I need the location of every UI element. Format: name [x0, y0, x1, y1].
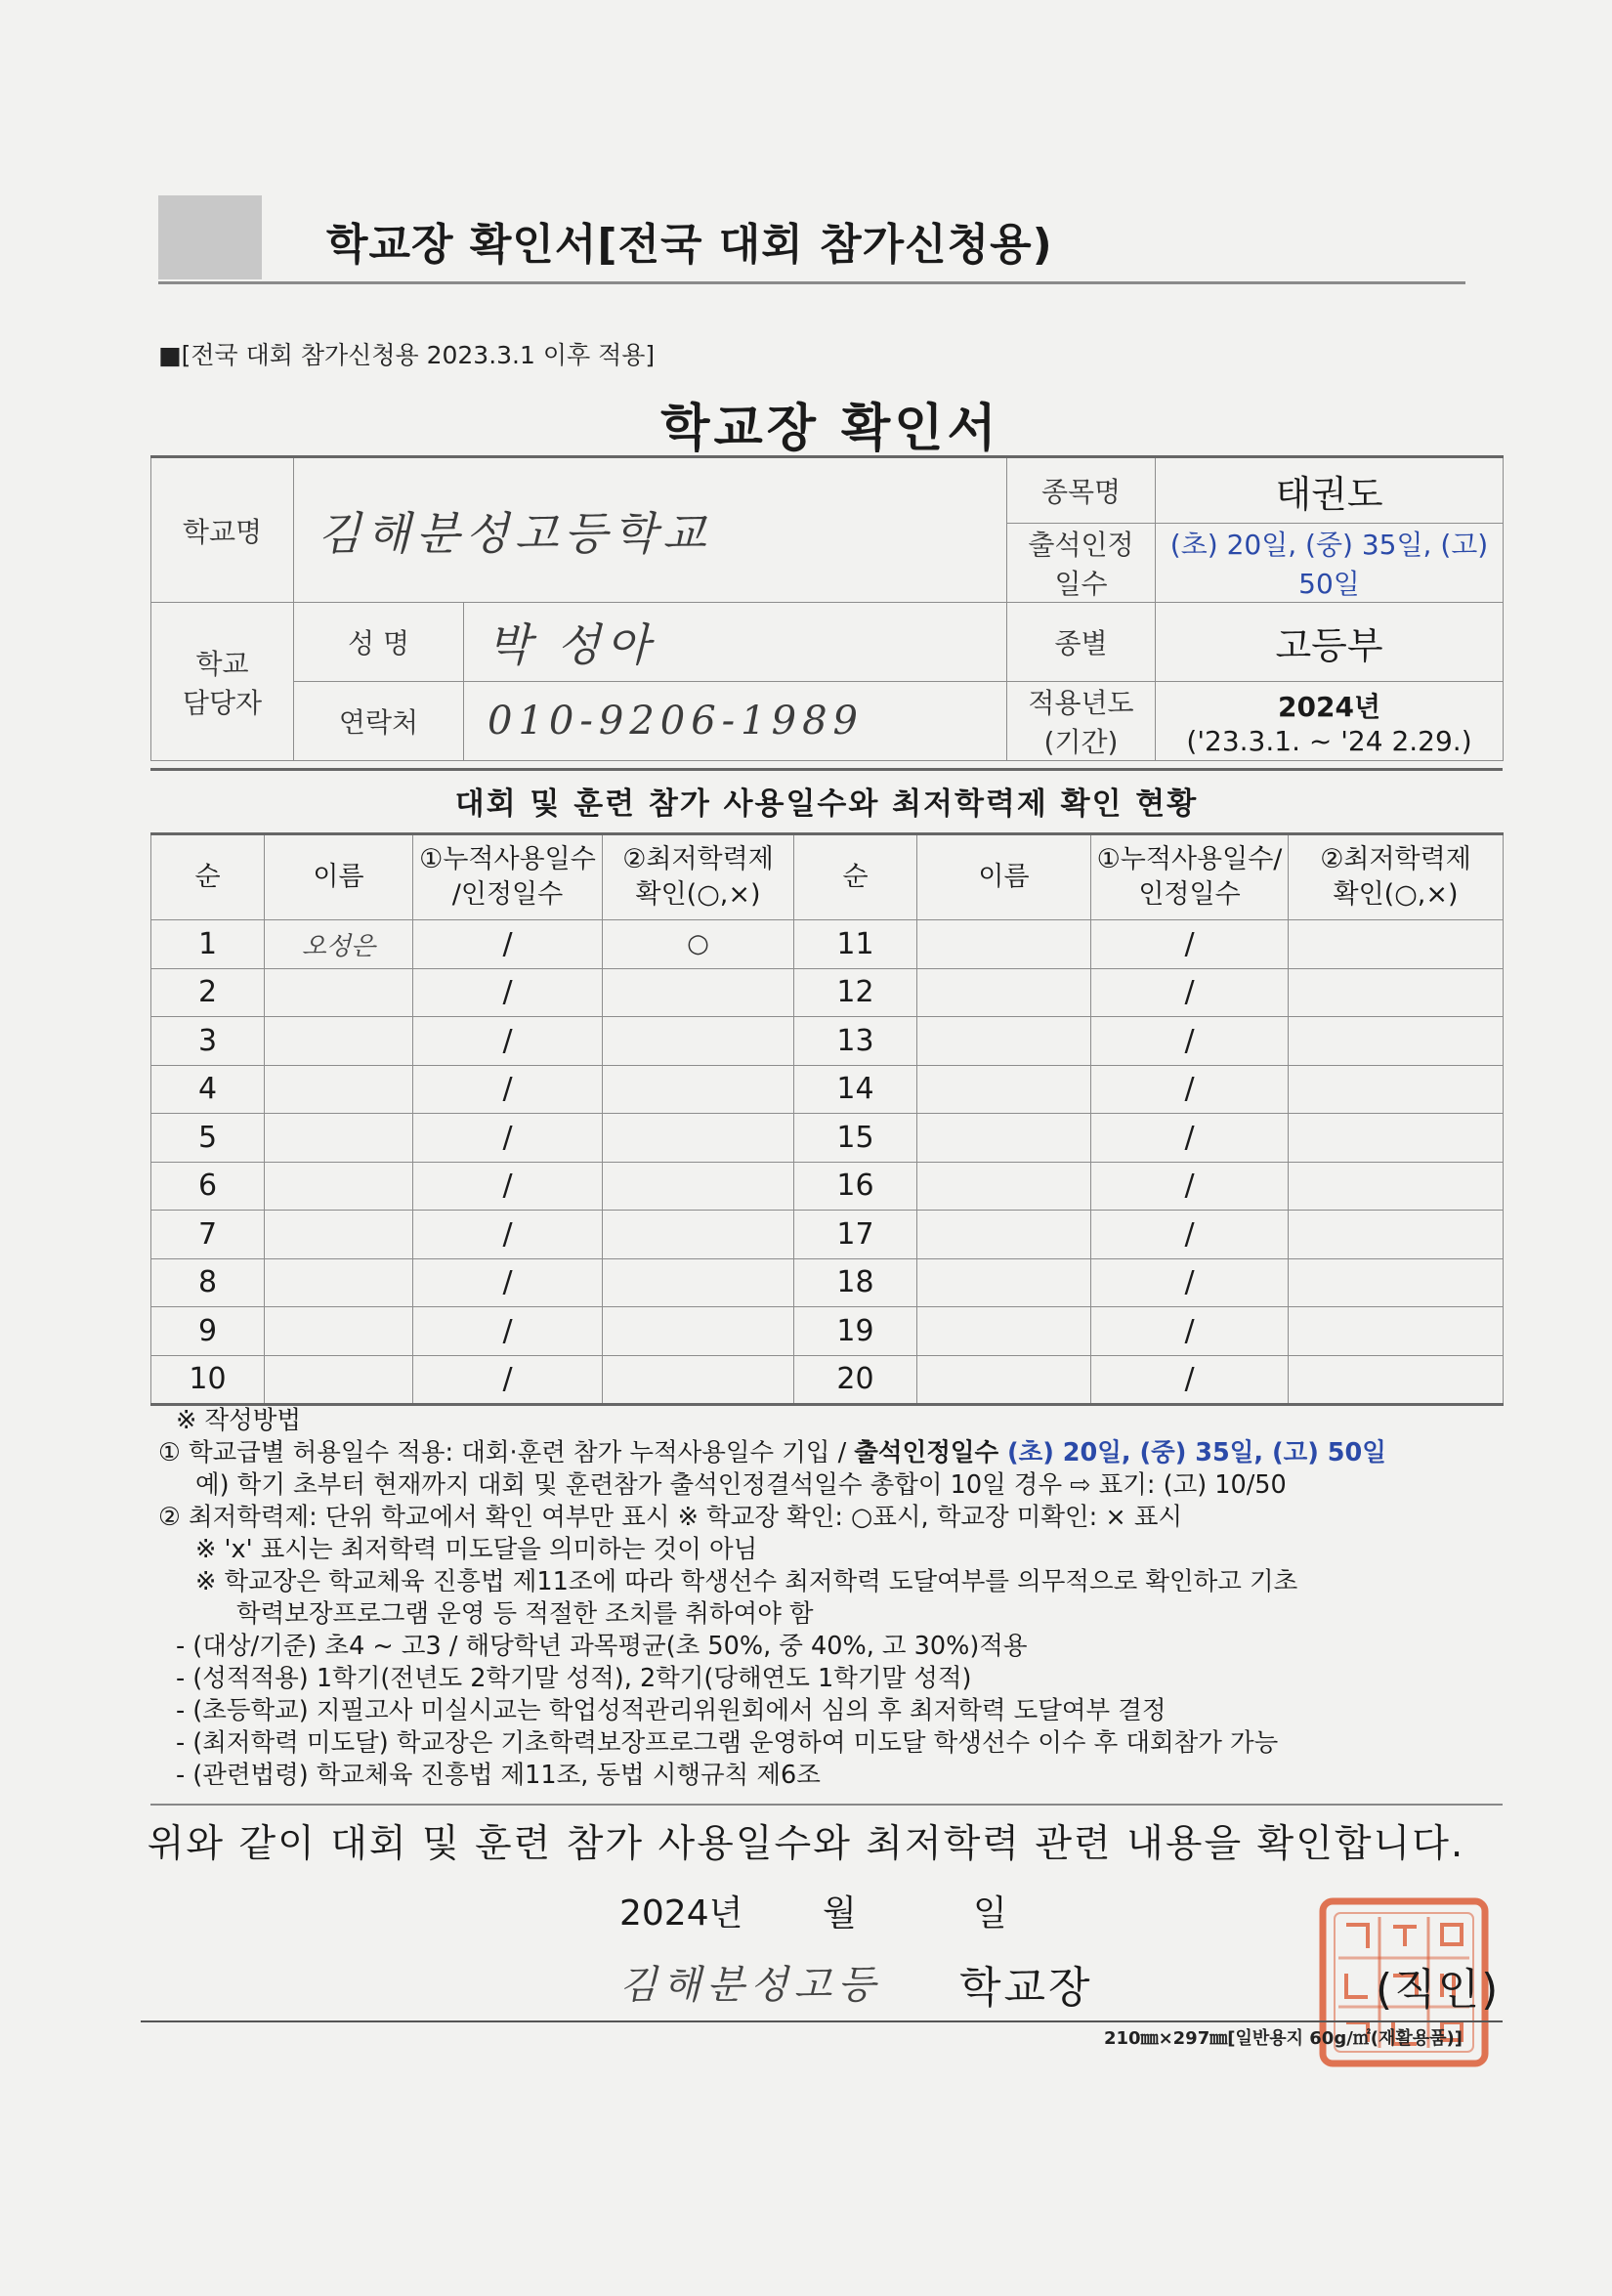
row-number: 9: [151, 1307, 265, 1356]
header-check-line2: 확인(○,×): [635, 879, 761, 910]
info-table: [150, 455, 1504, 761]
row-number: 14: [794, 1065, 917, 1114]
header-days-line2: /인정일수: [451, 879, 564, 910]
date-year: 2024년: [619, 1893, 743, 1934]
event-value: 태권도: [1156, 457, 1504, 524]
instruction-line-9: - (초등학교) 지필고사 미실시교는 학업성적관리위원회에서 심의 후 최저학력 도달여부 결정: [176, 1696, 1167, 1725]
section-title: 대회 및 훈련 참가 사용일수와 최저학력제 확인 현황: [150, 768, 1503, 823]
student-name: [265, 1162, 413, 1211]
instruction-line-11: - (관련법령) 학교체육 진흥법 제11조, 동법 시행규칙 제6조: [176, 1761, 821, 1790]
check-cell: [603, 1307, 794, 1356]
row-number: 19: [794, 1307, 917, 1356]
year-value-line1: 2024년: [1278, 690, 1380, 723]
instruction-line-10: - (최저학력 미도달) 학교장은 기초학력보장프로그램 운영하여 미도달 학생선수 이수 후 대회참가 가능: [176, 1728, 1279, 1758]
header-days-right: [1091, 834, 1289, 920]
check-cell: [1289, 920, 1504, 969]
check-cell: [1289, 1065, 1504, 1114]
days-cell: /: [1091, 1355, 1289, 1405]
attendance-value: (초) 20일, (중) 35일, (고) 50일: [1156, 524, 1504, 603]
row-number: 13: [794, 1017, 917, 1066]
student-name: [265, 968, 413, 1017]
days-cell: /: [413, 920, 603, 969]
check-cell: [603, 1017, 794, 1066]
document-title: 학교장 확인서: [660, 400, 1000, 458]
check-cell: [1289, 1162, 1504, 1211]
date-month: 월: [823, 1893, 857, 1934]
contact-value: 010-9206-1989: [464, 682, 1007, 761]
table-row: [151, 1065, 1504, 1114]
row-number: 15: [794, 1114, 917, 1163]
check-cell: [603, 1355, 794, 1405]
instruction-line-1b: 출석인정일수: [854, 1438, 999, 1467]
table-row: [151, 1162, 1504, 1211]
row-number: 16: [794, 1162, 917, 1211]
check-cell: ○: [603, 920, 794, 969]
header-check-line1: ②최저학력제: [622, 843, 774, 874]
row-number: 2: [151, 968, 265, 1017]
header-no: 순: [151, 834, 265, 920]
table-row: [151, 1211, 1504, 1259]
student-name: [265, 1065, 413, 1114]
student-name: [917, 1162, 1091, 1211]
check-cell: [603, 1114, 794, 1163]
contact-label: 연락처: [294, 682, 464, 761]
row-number: 17: [794, 1211, 917, 1259]
date-day: 일: [973, 1893, 1007, 1934]
instruction-line-2: 예) 학기 초부터 현재까지 대회 및 훈련참가 출석인정결석일수 총합이 10일 경우 ⇨ 표기: (고) 10/50: [195, 1470, 1287, 1500]
student-name: [265, 1307, 413, 1356]
row-number: 5: [151, 1114, 265, 1163]
principal-label: 학교장: [959, 1963, 1093, 2013]
school-value: 김해분성고등학교: [294, 457, 1007, 603]
header-days: [413, 834, 603, 920]
instruction-line-5: ※ 학교장은 학교체육 진흥법 제11조에 따라 학생선수 최저학력 도달여부를 의무적으로 확인하고 기초: [195, 1567, 1298, 1596]
confirmation-text: 위와 같이 대회 및 훈련 참가 사용일수와 최저학력 관련 내용을 확인합니다.: [147, 1822, 1465, 1866]
attendance-label-line1: 출석인정: [1028, 529, 1134, 561]
days-cell: /: [1091, 1307, 1289, 1356]
check-cell: [1289, 968, 1504, 1017]
name-label: 성 명: [294, 603, 464, 682]
paper-spec: 210㎜×297㎜[일반용지 60g/㎡(재활용품)]: [1104, 2028, 1464, 2049]
check-cell: [1289, 1114, 1504, 1163]
instructions: [158, 1405, 1506, 1792]
instruction-line-4: ※ 'x' 표시는 최저학력 미도달을 의미하는 것이 아님: [195, 1535, 758, 1564]
header-name-right: 이름: [917, 834, 1091, 920]
year-label-line1: 적용년도: [1028, 687, 1134, 719]
student-name: [917, 1211, 1091, 1259]
bottom-divider: [141, 2020, 1503, 2022]
days-cell: /: [1091, 1258, 1289, 1307]
applied-note: ■[전국 대회 참가신청용 2023.3.1 이후 적용]: [158, 341, 656, 369]
days-cell: /: [413, 1017, 603, 1066]
check-cell: [603, 1211, 794, 1259]
table-row: [151, 1017, 1504, 1066]
check-cell: [1289, 1017, 1504, 1066]
roster-table: [150, 832, 1504, 1406]
table-row: [151, 968, 1504, 1017]
signature-school-handwritten: 김해분성고등: [619, 1963, 881, 2008]
student-name: [917, 1114, 1091, 1163]
check-cell: [603, 1162, 794, 1211]
header-check: [603, 834, 794, 920]
days-cell: /: [1091, 1162, 1289, 1211]
days-cell: /: [1091, 1017, 1289, 1066]
days-cell: /: [413, 1162, 603, 1211]
header-check-right-line1: ②최저학력제: [1320, 843, 1471, 874]
instruction-line-1: [158, 1437, 1506, 1469]
days-cell: /: [413, 968, 603, 1017]
instruction-line-7: - (대상/기준) 초4 ~ 고3 / 해당학년 과목평균(초 50%, 중 40%, 고 30%)적용: [176, 1632, 1028, 1661]
days-cell: /: [413, 1307, 603, 1356]
instruction-line-8: - (성적적용) 1학기(전년도 2학기말 성적), 2학기(당해연도 1학기말 성적): [176, 1664, 972, 1693]
table-row: [151, 1114, 1504, 1163]
check-cell: [1289, 1355, 1504, 1405]
student-name: [917, 1258, 1091, 1307]
header-title: 학교장 확인서[전국 대회 참가신청용): [326, 220, 1053, 270]
table-row: [151, 1258, 1504, 1307]
check-cell: [603, 968, 794, 1017]
row-number: 7: [151, 1211, 265, 1259]
instructions-heading: ※ 작성방법: [176, 1406, 302, 1435]
row-number: 6: [151, 1162, 265, 1211]
row-number: 10: [151, 1355, 265, 1405]
row-number: 12: [794, 968, 917, 1017]
row-number: 20: [794, 1355, 917, 1405]
staff-label-line1: 학교: [195, 647, 249, 680]
instruction-line-1c: (초) 20일, (중) 35일, (고) 50일: [998, 1438, 1386, 1467]
table-row: [151, 920, 1504, 969]
attendance-label: [1007, 524, 1156, 603]
student-name: [265, 1258, 413, 1307]
check-cell: [1289, 1258, 1504, 1307]
event-label: 종목명: [1007, 457, 1156, 524]
days-cell: /: [1091, 968, 1289, 1017]
table-row: [151, 1307, 1504, 1356]
row-number: 1: [151, 920, 265, 969]
school-label: 학교명: [151, 457, 294, 603]
row-number: 3: [151, 1017, 265, 1066]
staff-label-line2: 담당자: [182, 686, 263, 719]
row-number: 18: [794, 1258, 917, 1307]
instruction-line-3: ② 최저학력제: 단위 학교에서 확인 여부만 표시 ※ 학교장 확인: ○표시, 학교장 미확인: × 표시: [158, 1503, 1183, 1532]
check-cell: [603, 1258, 794, 1307]
student-name: [265, 1211, 413, 1259]
header-check-right-line2: 확인(○,×): [1333, 879, 1459, 910]
header-band: [158, 195, 1465, 284]
check-cell: [1289, 1307, 1504, 1356]
days-cell: /: [1091, 1114, 1289, 1163]
name-value: 박 성아: [464, 603, 1007, 682]
year-value: [1156, 682, 1504, 761]
year-value-line2: ('23.3.1. ~ '24 2.29.): [1186, 724, 1472, 757]
row-number: 4: [151, 1065, 265, 1114]
row-number: 8: [151, 1258, 265, 1307]
student-name: [265, 1114, 413, 1163]
header-gray-block: [158, 195, 262, 279]
header-days-line1: ①누적사용일수: [419, 843, 596, 874]
student-name: [917, 1355, 1091, 1405]
year-label-line2: (기간): [1043, 726, 1119, 758]
days-cell: /: [413, 1065, 603, 1114]
student-name: [917, 1307, 1091, 1356]
days-cell: /: [413, 1211, 603, 1259]
instructions-divider: [150, 1804, 1503, 1806]
staff-label: [151, 603, 294, 761]
row-number: 11: [794, 920, 917, 969]
seal-label: (직인): [1376, 1965, 1501, 2015]
header-no-right: 순: [794, 834, 917, 920]
header-days-right-line2: 인정일수: [1138, 879, 1241, 910]
division-label: 종별: [1007, 603, 1156, 682]
student-name: [265, 1355, 413, 1405]
student-name: [917, 1017, 1091, 1066]
table-row: [151, 1355, 1504, 1405]
days-cell: /: [413, 1258, 603, 1307]
division-value: 고등부: [1156, 603, 1504, 682]
student-name: [917, 968, 1091, 1017]
attendance-label-line2: 일수: [1054, 568, 1108, 600]
student-name: [265, 1017, 413, 1066]
days-cell: /: [1091, 1065, 1289, 1114]
check-cell: [1289, 1211, 1504, 1259]
header-check-right: [1289, 834, 1504, 920]
instruction-line-1a: ① 학교급별 허용일수 적용: 대회·훈련 참가 누적사용일수 기입 /: [158, 1438, 855, 1467]
days-cell: /: [1091, 920, 1289, 969]
days-cell: /: [413, 1114, 603, 1163]
student-name: [917, 920, 1091, 969]
header-days-right-line1: ①누적사용일수/: [1096, 843, 1283, 874]
check-cell: [603, 1065, 794, 1114]
instruction-line-6: 학력보장프로그램 운영 등 적절한 조치를 취하여야 함: [236, 1599, 814, 1629]
days-cell: /: [1091, 1211, 1289, 1259]
student-name: [917, 1065, 1091, 1114]
year-label: [1007, 682, 1156, 761]
student-name: 오성은: [265, 920, 413, 969]
days-cell: /: [413, 1355, 603, 1405]
header-name: 이름: [265, 834, 413, 920]
